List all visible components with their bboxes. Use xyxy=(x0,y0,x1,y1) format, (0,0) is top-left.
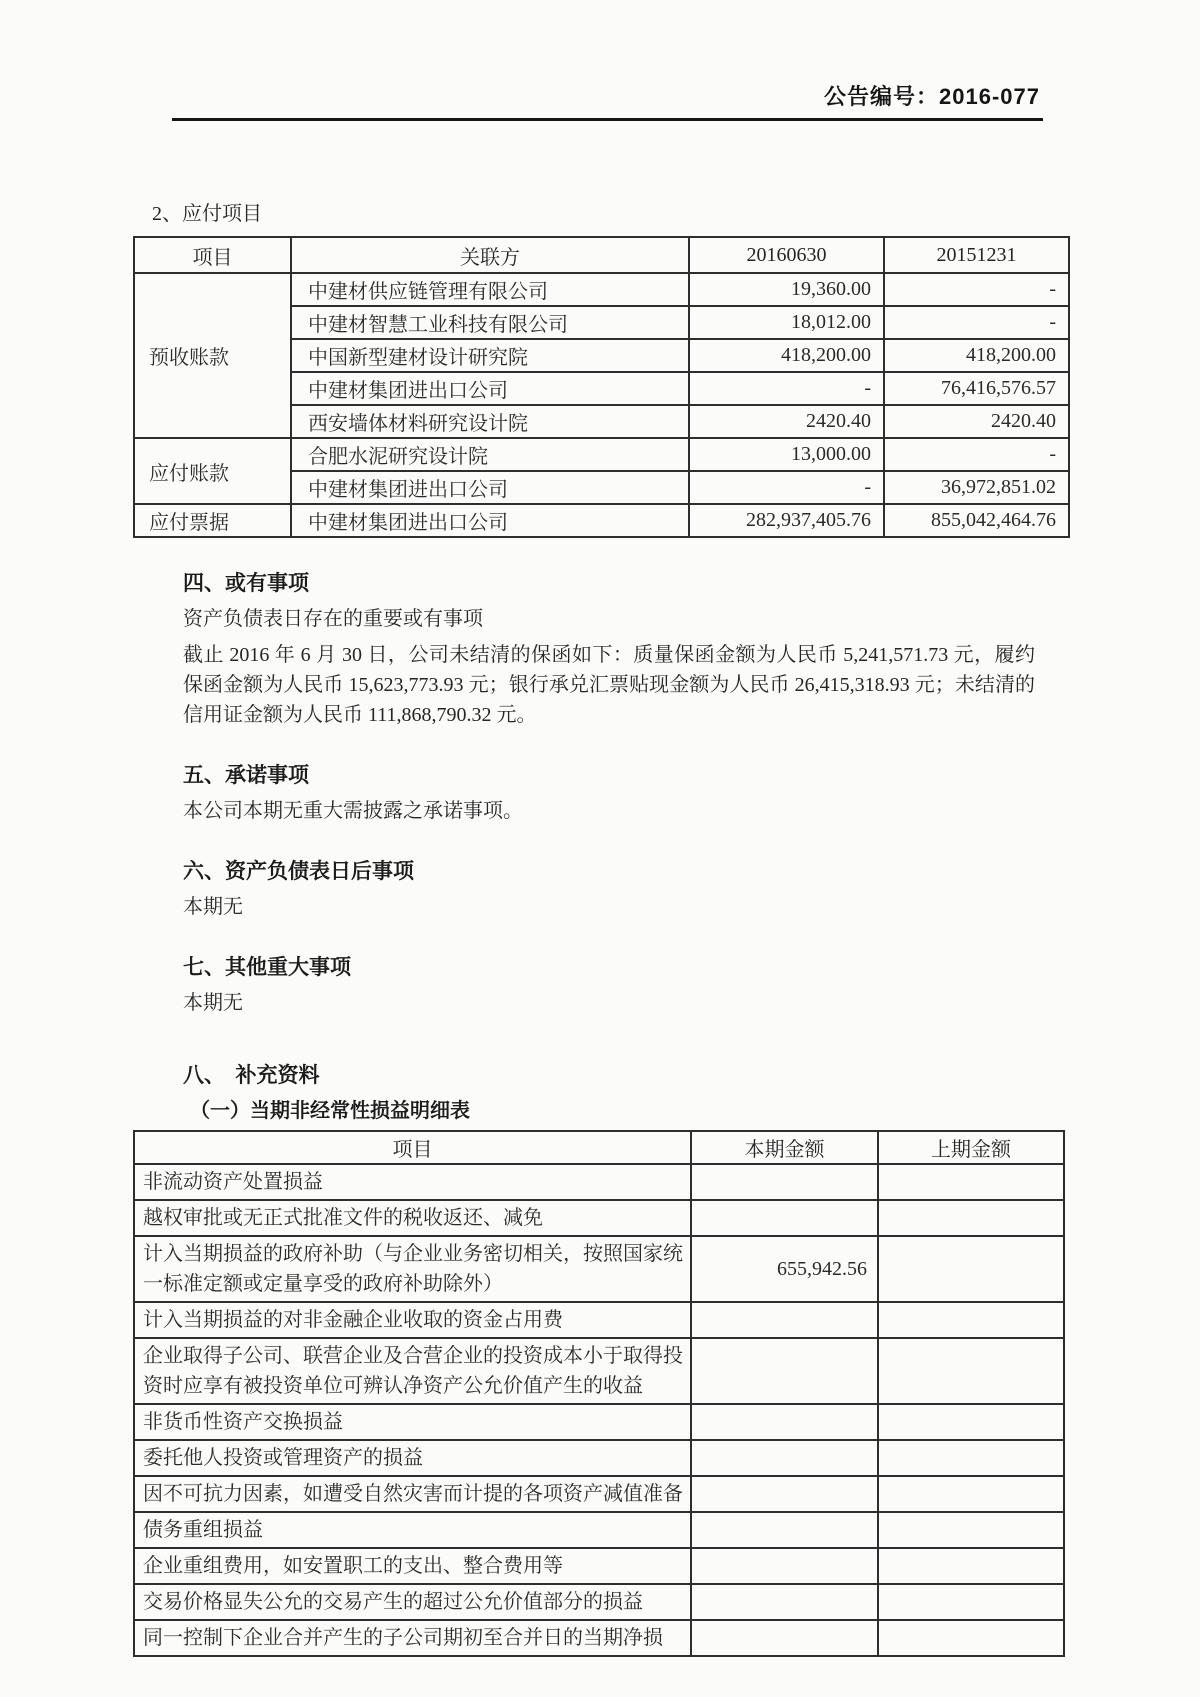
amount-20151231-cell: 76,416,576.57 xyxy=(884,372,1069,405)
current-amount-cell: 655,942.56 xyxy=(691,1236,878,1302)
supplement-row xyxy=(134,1548,1064,1584)
supplement-row xyxy=(134,1164,1064,1200)
prior-amount-cell xyxy=(878,1620,1064,1656)
nonrecurring-item-cell: 计入当期损益的对非金融企业收取的资金占用费 xyxy=(134,1302,691,1338)
supplement-row xyxy=(134,1404,1064,1440)
supplement-row xyxy=(134,1440,1064,1476)
supplement-row xyxy=(134,1584,1064,1620)
section-title-post-balance-sheet-events: 六、资产负债表日后事项 xyxy=(183,860,414,883)
prior-amount-cell xyxy=(878,1302,1064,1338)
col-header-20160630: 20160630 xyxy=(689,237,884,273)
amount-20151231-cell: 36,972,851.02 xyxy=(884,471,1069,504)
announcement-number: 公告编号：2016-077 xyxy=(824,84,1040,109)
section-paragraph: 本期无 xyxy=(183,992,243,1014)
amount-20160630-cell: 418,200.00 xyxy=(689,339,884,372)
nonrecurring-item-cell: 交易价格显失公允的交易产生的超过公允价值部分的损益 xyxy=(134,1584,691,1620)
supplement-row xyxy=(134,1338,1064,1404)
col-header-current-amount: 本期金额 xyxy=(691,1131,878,1164)
supplement-title: 八、 补充资料 xyxy=(183,1064,320,1087)
nonrecurring-item-cell: 因不可抗力因素，如遭受自然灾害而计提的各项资产减值准备 xyxy=(134,1476,691,1512)
amount-20151231-cell: - xyxy=(884,438,1069,471)
payable-item-label: 预收账款 xyxy=(134,273,291,438)
nonrecurring-item-cell: 非货币性资产交换损益 xyxy=(134,1404,691,1440)
current-amount-cell xyxy=(691,1164,878,1200)
col-header-item: 项目 xyxy=(134,1131,691,1164)
section-paragraph: 本公司本期无重大需披露之承诺事项。 xyxy=(183,800,523,822)
nonrecurring-item-cell: 计入当期损益的政府补助（与企业业务密切相关，按照国家统一标准定额或定量享受的政府补助除外） xyxy=(134,1236,691,1302)
payables-row xyxy=(134,438,1069,471)
nonrecurring-item-cell: 企业重组费用，如安置职工的支出、整合费用等 xyxy=(134,1548,691,1584)
current-amount-cell xyxy=(691,1338,878,1404)
current-amount-cell xyxy=(691,1440,878,1476)
payables-section-title: 2、应付项目 xyxy=(152,203,262,225)
header-rule xyxy=(172,118,1043,121)
related-party-cell: 中国新型建材设计研究院 xyxy=(291,339,689,372)
nonrecurring-item-cell: 债务重组损益 xyxy=(134,1512,691,1548)
payables-table xyxy=(133,236,1070,538)
amount-20160630-cell: - xyxy=(689,471,884,504)
current-amount-cell xyxy=(691,1476,878,1512)
prior-amount-cell xyxy=(878,1440,1064,1476)
supplement-table xyxy=(133,1130,1065,1657)
section-title-commitments: 五、承诺事项 xyxy=(183,764,309,787)
payables-header-row xyxy=(134,237,1069,273)
section-paragraph: 本期无 xyxy=(183,896,243,918)
related-party-cell: 合肥水泥研究设计院 xyxy=(291,438,689,471)
col-header-prior-amount: 上期金额 xyxy=(878,1131,1064,1164)
prior-amount-cell xyxy=(878,1236,1064,1302)
payables-table-body xyxy=(134,273,1069,537)
col-header-20151231: 20151231 xyxy=(884,237,1069,273)
related-party-cell: 中建材供应链管理有限公司 xyxy=(291,273,689,306)
nonrecurring-item-cell: 非流动资产处置损益 xyxy=(134,1164,691,1200)
related-party-cell: 中建材集团进出口公司 xyxy=(291,471,689,504)
amount-20160630-cell: 282,937,405.76 xyxy=(689,504,884,537)
prior-amount-cell xyxy=(878,1338,1064,1404)
section-title-contingencies: 四、或有事项 xyxy=(183,572,309,595)
supplement-row xyxy=(134,1236,1064,1302)
supplement-row xyxy=(134,1476,1064,1512)
amount-20151231-cell: 2420.40 xyxy=(884,405,1069,438)
supplement-row xyxy=(134,1512,1064,1548)
related-party-cell: 中建材集团进出口公司 xyxy=(291,372,689,405)
col-header-related-party: 关联方 xyxy=(291,237,689,273)
supplement-row xyxy=(134,1620,1064,1656)
amount-20160630-cell: - xyxy=(689,372,884,405)
prior-amount-cell xyxy=(878,1548,1064,1584)
col-header-item: 项目 xyxy=(134,237,291,273)
amount-20160630-cell: 2420.40 xyxy=(689,405,884,438)
section-paragraph: 资产负债表日存在的重要或有事项 xyxy=(183,608,483,630)
supplement-table-body xyxy=(134,1164,1064,1656)
amount-20160630-cell: 19,360.00 xyxy=(689,273,884,306)
section-title-other-significant-events: 七、其他重大事项 xyxy=(183,956,351,979)
supplement-header-row xyxy=(134,1131,1064,1164)
current-amount-cell xyxy=(691,1548,878,1584)
amount-20151231-cell: - xyxy=(884,273,1069,306)
sections xyxy=(183,570,1035,1018)
prior-amount-cell xyxy=(878,1584,1064,1620)
prior-amount-cell xyxy=(878,1512,1064,1548)
section-paragraph: 截止 2016 年 6 月 30 日，公司未结清的保函如下：质量保函金额为人民币 5,241,571.73 元，履约保函金额为人民币 15,623,773.93 元；银行承兑汇票贴现金额为人民币 26,415,318.93 元；未结清的信用证金额为人民币 111,868,790.32 元。 xyxy=(183,644,1035,726)
prior-amount-cell xyxy=(878,1200,1064,1236)
current-amount-cell xyxy=(691,1512,878,1548)
supplement-row xyxy=(134,1302,1064,1338)
nonrecurring-item-cell: 委托他人投资或管理资产的损益 xyxy=(134,1440,691,1476)
current-amount-cell xyxy=(691,1302,878,1338)
amount-20151231-cell: 855,042,464.76 xyxy=(884,504,1069,537)
supplement-subtitle: （一）当期非经常性损益明细表 xyxy=(190,1100,470,1122)
amount-20151231-cell: 418,200.00 xyxy=(884,339,1069,372)
related-party-cell: 中建材集团进出口公司 xyxy=(291,504,689,537)
amount-20151231-cell: - xyxy=(884,306,1069,339)
nonrecurring-item-cell: 同一控制下企业合并产生的子公司期初至合并日的当期净损 xyxy=(134,1620,691,1656)
current-amount-cell xyxy=(691,1404,878,1440)
current-amount-cell xyxy=(691,1200,878,1236)
prior-amount-cell xyxy=(878,1404,1064,1440)
amount-20160630-cell: 18,012.00 xyxy=(689,306,884,339)
payable-item-label: 应付账款 xyxy=(134,438,291,504)
related-party-cell: 西安墙体材料研究设计院 xyxy=(291,405,689,438)
prior-amount-cell xyxy=(878,1476,1064,1512)
prior-amount-cell xyxy=(878,1164,1064,1200)
nonrecurring-item-cell: 企业取得子公司、联营企业及合营企业的投资成本小于取得投资时应享有被投资单位可辨认净资产公允价值产生的收益 xyxy=(134,1338,691,1404)
supplement-row xyxy=(134,1200,1064,1236)
nonrecurring-item-cell: 越权审批或无正式批准文件的税收返还、减免 xyxy=(134,1200,691,1236)
related-party-cell: 中建材智慧工业科技有限公司 xyxy=(291,306,689,339)
current-amount-cell xyxy=(691,1584,878,1620)
payable-item-label: 应付票据 xyxy=(134,504,291,537)
payables-row xyxy=(134,273,1069,306)
amount-20160630-cell: 13,000.00 xyxy=(689,438,884,471)
current-amount-cell xyxy=(691,1620,878,1656)
payables-row xyxy=(134,504,1069,537)
